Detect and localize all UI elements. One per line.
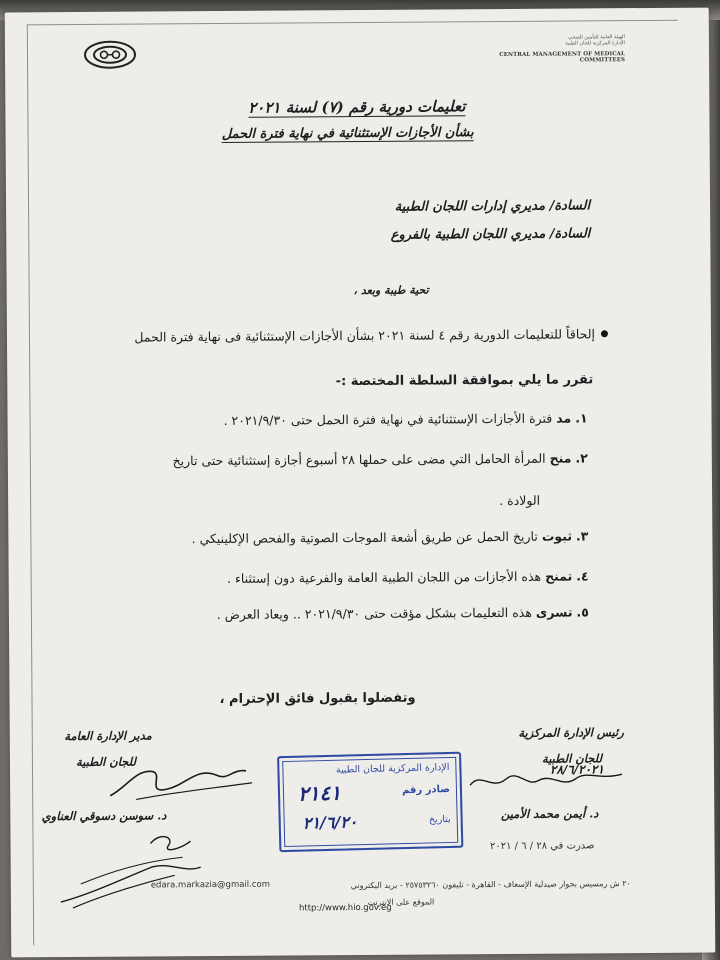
- decision-intro: تقرر ما يلي بموافقة السلطة المختصة :-: [335, 372, 594, 390]
- handwritten-date: ٢٨/٦/٢٠٢١: [549, 762, 604, 777]
- list-item: [217, 604, 589, 622]
- right-signatory-name: د. سوسن دسوقي العناوي: [41, 808, 167, 824]
- issuance-stamp: [277, 752, 463, 852]
- stamp-date: ٢١/٦/٢٠: [302, 812, 358, 833]
- item-keyword: مد: [556, 410, 572, 426]
- footer-email: edara.markazia@gmail.com: [150, 879, 271, 891]
- circular-subject-text: بشأن الأجازات الإستثنائية في نهاية فترة الحمل: [221, 125, 474, 142]
- handwritten-scribble-icon: [50, 823, 211, 914]
- item-keyword: تسرى: [535, 604, 573, 620]
- right-signatory-subtitle: للجان الطبية: [75, 754, 136, 769]
- stamp-label-number: صادر رقم: [401, 783, 451, 797]
- item-number: ٣.: [575, 528, 589, 544]
- list-item: [223, 410, 587, 428]
- item-number: ١.: [575, 410, 588, 426]
- footer-website-label: الموقع على الانترنت: [367, 897, 435, 907]
- list-item: [227, 568, 589, 586]
- reference-line: إلحاقاً للتعليمات الدورية رقم ٤ لسنة ٢٠٢١ بشأن الأجازات الإستثنائية فى نهاية فترة الحمل: [134, 326, 596, 345]
- footer-website: http://www.hio.gov.eg: [298, 902, 392, 914]
- recipient-line-1: السادة/ مديري إدارات اللجان الطبية: [394, 198, 591, 215]
- circular-title: [248, 97, 466, 117]
- item-text: تاريخ الحمل عن طريق أشعة الموجات الصوتية والفحص الإكلينيكي .: [191, 528, 538, 547]
- left-signatory-name: د. أيمن محمد الأمين: [500, 806, 599, 822]
- stamp-title: الإدارة المركزية للجان الطبية: [335, 761, 450, 776]
- right-signatory-title: مدير الإدارة العامة: [64, 728, 152, 744]
- header-arabic-org: [565, 34, 625, 46]
- item-number: ٥.: [576, 604, 589, 620]
- left-signature-icon: [106, 759, 256, 810]
- bullet-icon: [601, 330, 608, 337]
- circular-subject: [221, 125, 474, 142]
- list-item: [173, 450, 588, 468]
- item-text: هذه التعليمات بشكل مؤقت حتى ٢٠٢١/٩/٣٠ .. ويعاد العرض .: [216, 604, 532, 623]
- document-page: [5, 8, 716, 958]
- left-signatory-subtitle: للجان الطبية: [541, 751, 602, 766]
- left-signatory-title: رئيس الإدارة المركزية: [518, 725, 624, 740]
- header-arabic-line2: الإدارة المركزية للجان الطبية: [565, 40, 625, 47]
- item-keyword: منح: [549, 450, 572, 466]
- circular-title-text: تعليمات دورية رقم (٧) لسنة ٢٠٢١: [248, 97, 466, 117]
- recipient-line-2: السادة/ مديري اللجان الطبية بالفروع: [390, 226, 591, 243]
- item-keyword: ثبوت: [541, 528, 573, 544]
- stamp-number: ٢١٤١: [297, 780, 342, 806]
- list-item: [192, 528, 589, 546]
- hio-logo-icon: [83, 40, 137, 70]
- header-english-org: CENTRAL MANAGEMENT OF MEDICAL COMMITTEES: [499, 51, 626, 64]
- footer-address: ٢٠ ش رمسيس بجوار صيدلية الإسعاف - القاهرة - تليفون ٢٥٧٥٣٢٦٠ - بريد اليكتروني: [350, 879, 631, 891]
- stamp-label-date: بتاريخ: [428, 813, 451, 826]
- issue-date: صدرت في ٢٨ / ٦ / ٢٠٢١: [489, 840, 595, 853]
- item-text: فترة الأجازات الإستثنائية في نهاية فترة الحمل حتى ٢٠٢١/٩/٣٠ .: [223, 410, 553, 428]
- item-text: المرأة الحامل التي مضى على حملها ٢٨ أسبوع أجازة إستثنائية حتى تاريخ: [172, 450, 546, 469]
- header-arabic-line1: الهيئة العامة للتأمين الصحي: [568, 34, 625, 41]
- list-item-continuation: الولادة .: [499, 492, 541, 509]
- item-keyword: تمنح: [545, 568, 573, 584]
- item-text: هذه الأجازات من اللجان الطبية العامة والفرعية دون إستثناء .: [227, 568, 542, 586]
- item-number: ٤.: [576, 568, 589, 584]
- greeting: تحية طيبة وبعد ،: [353, 283, 429, 298]
- closing-line: وتفضلوا بقبول فائق الإحترام ،: [219, 690, 416, 707]
- item-number: ٢.: [575, 450, 588, 466]
